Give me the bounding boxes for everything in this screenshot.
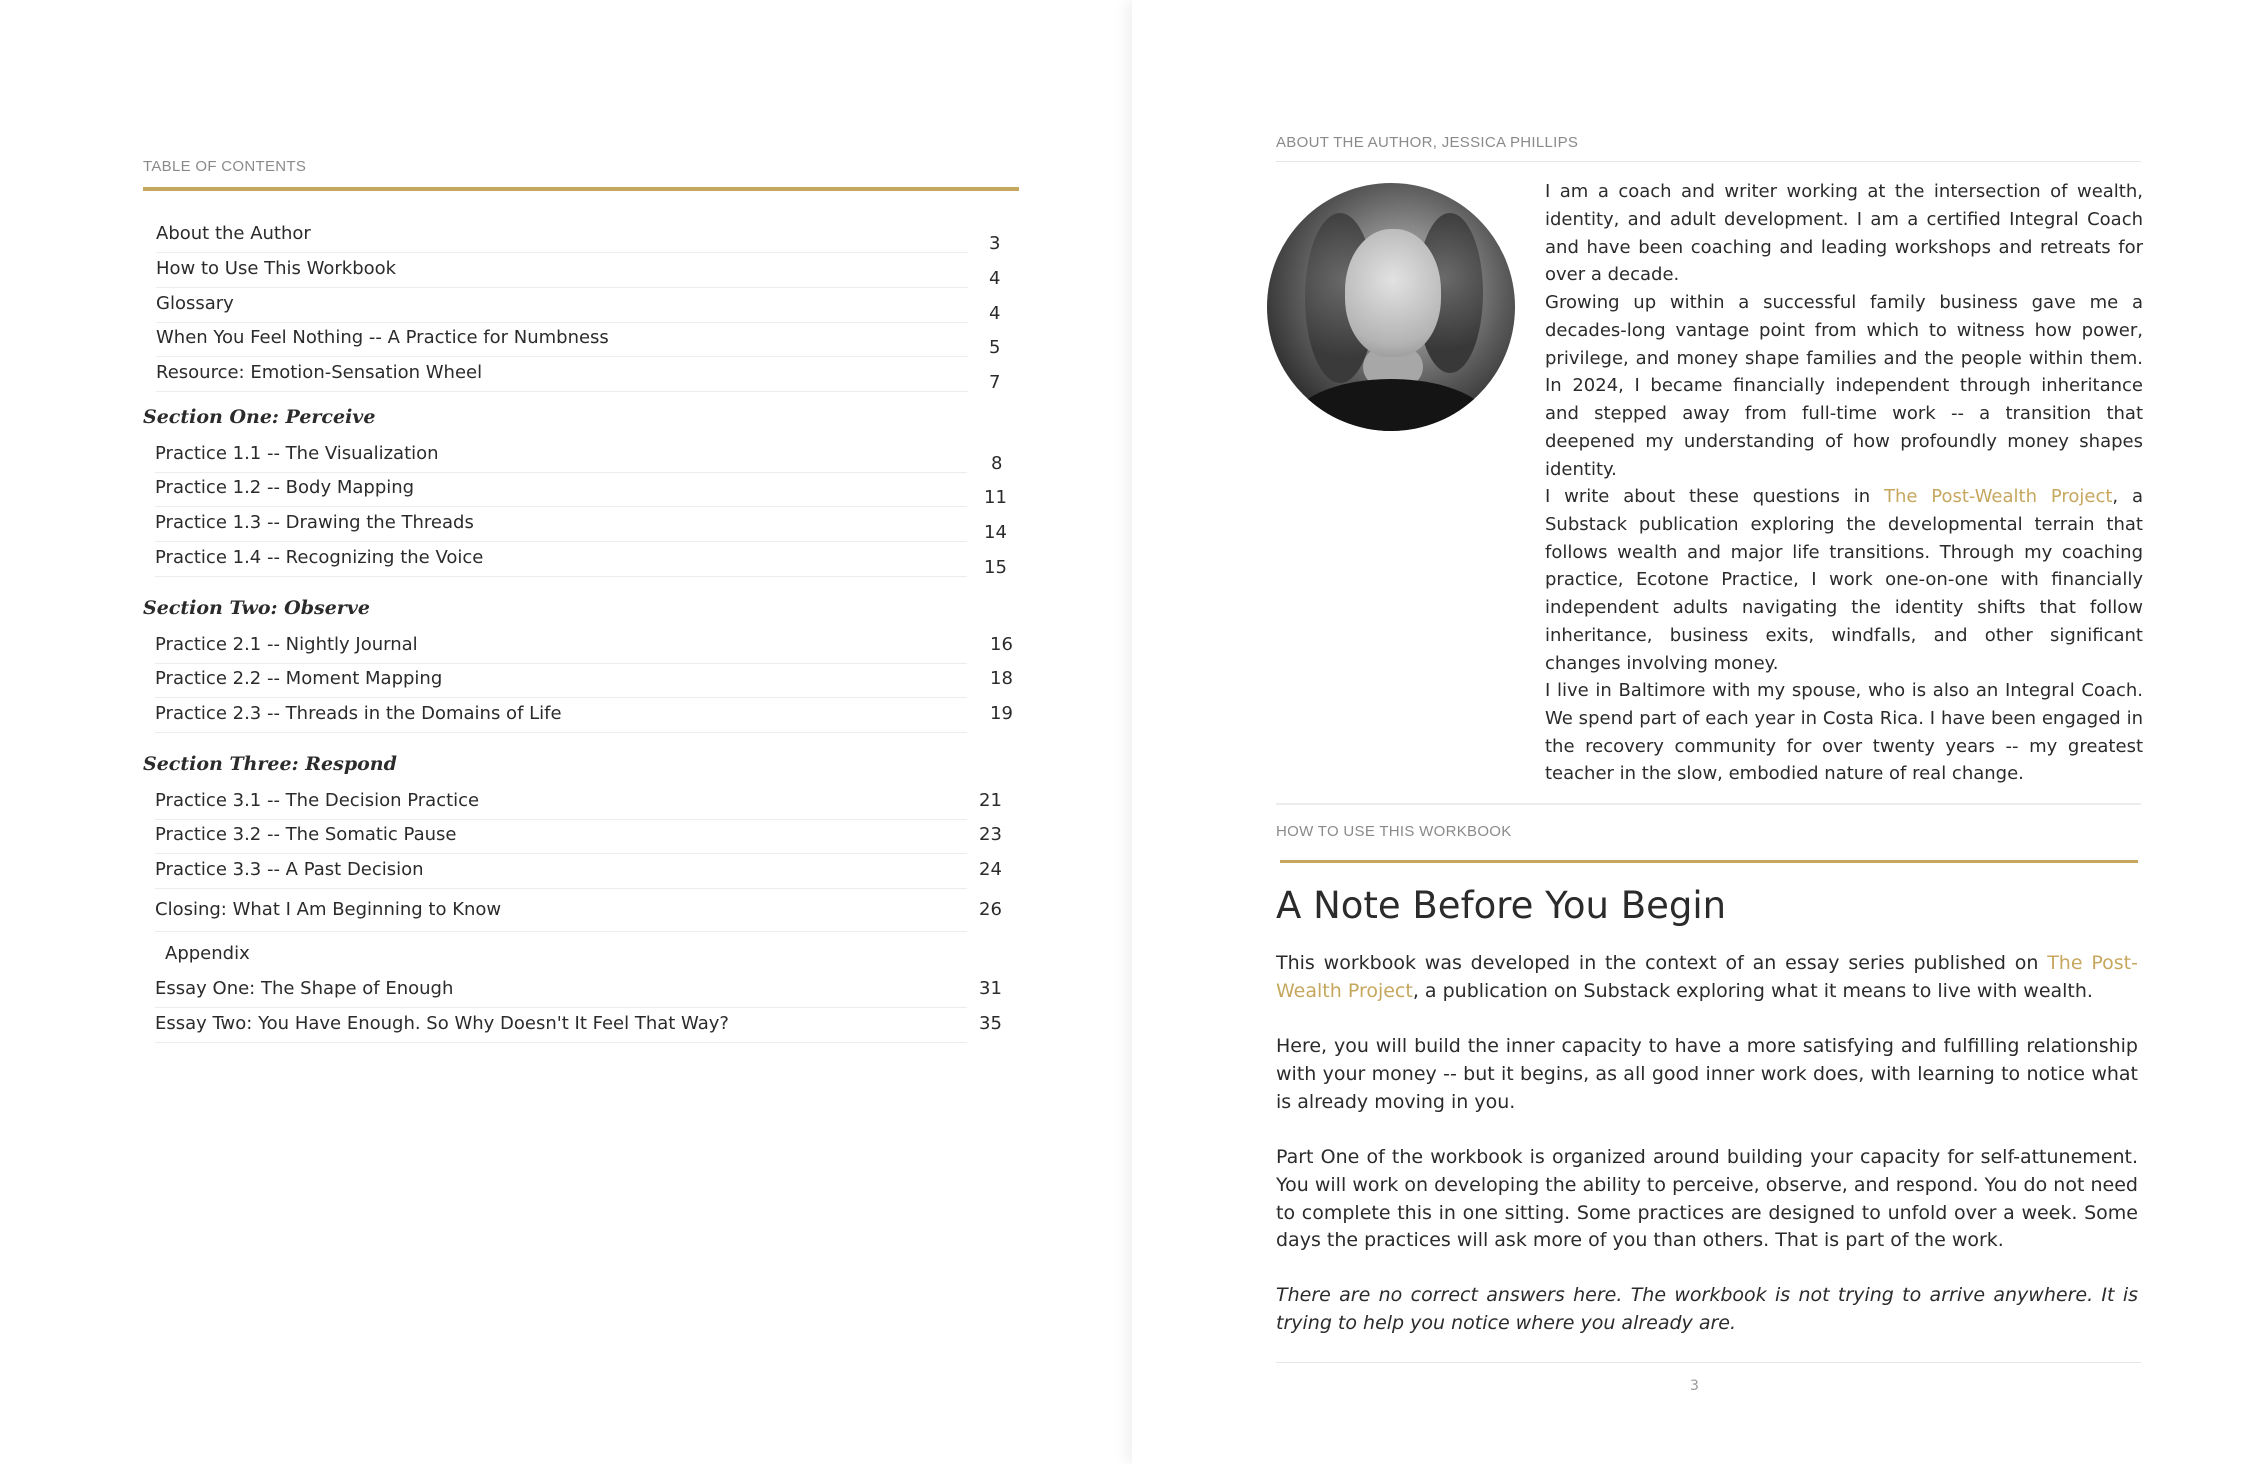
toc-entry-label: How to Use This Workbook [156,258,397,279]
toc-entry-page: 16 [990,634,1013,655]
toc-entry-label: Essay Two: You Have Enough. So Why Doesn't It Feel That Way? [155,1013,729,1034]
toc-entry-closing[interactable] [143,899,1019,933]
toc-entry-practice-2-2[interactable] [143,668,1019,702]
toc-entry-label: Practice 1.1 -- The Visualization [155,443,439,464]
toc-appendix-title: Appendix [165,943,250,964]
toc-section-one-title: Section One: Perceive [143,406,376,428]
toc-entry-practice-3-2[interactable] [143,824,1019,858]
toc-entry-essay-two[interactable] [143,1013,1019,1047]
toc-title: TABLE OF CONTENTS [143,158,307,175]
toc-entry-practice-3-1[interactable] [143,790,1019,824]
toc-entry-glossary[interactable] [143,293,1019,327]
toc-entry-how-to-use[interactable] [143,258,1019,292]
toc-entry-label: Practice 3.2 -- The Somatic Pause [155,824,457,845]
toc-entry-emotion-wheel[interactable] [143,362,1019,396]
toc-entry-essay-one[interactable] [143,978,1019,1012]
toc-entry-label: Closing: What I Am Beginning to Know [155,899,502,920]
note-paragraph-3: Part One of the workbook is organized around building your capacity for self-attunement. You will work on developing the ability to perceive, observe, and respond. You do not need to complete this in one sitting. Some practices are designed to unfold over a week. Some days the practices will ask more of you than others. That is part of the work. [1276,1146,2138,1252]
toc-entry-practice-1-2[interactable] [143,477,1019,511]
bio-paragraph-3: I write about these questions in The Post-Wealth Project, a Substack publication exploring the developmental terrain that follows wealth and major life transitions. Through my coaching practice, Ecotone Practice, I work one-on-one with financially independent adults navigating the identity shifts that follow inheritance, business exits, windfalls, and other significant changes involving money. [1545,486,2143,674]
toc-entry-page: 21 [979,790,1002,811]
toc-entry-page: 15 [984,557,1007,578]
toc-entry-page: 5 [989,337,1001,358]
author-portrait [1267,183,1515,431]
toc-entry-label: Practice 3.1 -- The Decision Practice [155,790,480,811]
bio-paragraph-4: I live in Baltimore with my spouse, who is also an Integral Coach. We spend part of each year in Costa Rica. I have been engaged in the recovery community for over twenty years -- my greatest teacher in the slow, embodied nature of real change. [1545,680,2143,785]
toc-entry-label: Practice 3.3 -- A Past Decision [155,859,424,880]
toc-entry-rule [155,472,967,473]
toc-entry-page: 35 [979,1013,1002,1034]
toc-entry-numbness[interactable] [143,327,1019,361]
toc-entry-page: 31 [979,978,1002,999]
toc-entry-label: Practice 2.3 -- Threads in the Domains of Life [155,703,562,724]
toc-entry-rule [155,663,967,664]
toc-entry-page: 4 [989,303,1001,324]
toc-entry-practice-3-3[interactable] [143,859,1019,893]
toc-divider [143,187,1019,191]
toc-entry-label: Practice 1.4 -- Recognizing the Voice [155,547,484,568]
note-title: A Note Before You Begin [1276,884,1727,927]
toc-entry-label: Essay One: The Shape of Enough [155,978,454,999]
toc-entry-rule [155,1042,967,1043]
note-paragraph-4: There are no correct answers here. The workbook is not trying to arrive anywhere. It is trying to help you notice where you already are. [1276,1284,2138,1334]
toc-entry-page: 14 [984,522,1007,543]
toc-entry-label: When You Feel Nothing -- A Practice for Numbness [156,327,609,348]
table-of-contents [143,158,1019,1034]
toc-entry-practice-1-1[interactable] [143,443,1019,477]
toc-entry-rule [155,819,967,820]
toc-entry-rule [155,576,967,577]
howto-divider [1280,860,2138,863]
note-paragraph-2: Here, you will build the inner capacity to have a more satisfying and fulfilling relationship with your money -- but it begins, as all good inner work does, with learning to notice what is already moving in you. [1276,1035,2138,1113]
toc-entry-page: 8 [991,453,1003,474]
toc-entry-label: Resource: Emotion-Sensation Wheel [156,362,483,383]
footer-divider [1276,1362,2141,1363]
toc-entry-practice-2-1[interactable] [143,634,1019,668]
toc-entry-page: 3 [989,233,1001,254]
toc-entry-rule [155,931,967,932]
toc-section-two-title: Section Two: Observe [143,597,370,619]
toc-entry-page: 18 [990,668,1013,689]
left-page [0,0,1132,1464]
about-author-heading: ABOUT THE AUTHOR, JESSICA PHILLIPS [1276,134,1579,151]
toc-entry-rule [156,252,968,253]
toc-entry-rule [155,853,967,854]
toc-entry-page: 4 [989,268,1001,289]
toc-entry-page: 7 [989,372,1001,393]
toc-entry-label: Glossary [156,293,234,314]
section-divider [1276,803,2141,805]
toc-entry-label: Practice 2.2 -- Moment Mapping [155,668,443,689]
toc-entry-about-the-author[interactable] [143,223,1019,257]
toc-entry-rule [155,506,967,507]
bio-paragraph-1: I am a coach and writer working at the intersection of wealth, identity, and adult development. I am a certified Integral Coach and have been coaching and leading workshops and retreats for over a decade. [1545,181,2143,286]
toc-entry-rule [155,1007,967,1008]
toc-entry-rule [155,732,967,733]
post-wealth-project-link[interactable]: The Post-Wealth Project [1883,486,2113,507]
toc-entry-label: Practice 1.3 -- Drawing the Threads [155,512,474,533]
toc-section-three-title: Section Three: Respond [143,753,397,775]
toc-entry-practice-2-3[interactable] [143,703,1019,737]
toc-entry-page: 24 [979,859,1002,880]
note-paragraph-1: This workbook was developed in the context of an essay series published on The Post-Wealth Project, a publication on Substack exploring what it means to live with wealth. [1276,952,2138,1002]
toc-entry-page: 11 [984,487,1007,508]
toc-entry-rule [155,697,967,698]
toc-entry-page: 19 [990,703,1013,724]
toc-entry-label: About the Author [156,223,311,244]
toc-entry-practice-1-4[interactable] [143,547,1019,581]
howto-heading: HOW TO USE THIS WORKBOOK [1276,823,1512,840]
toc-entry-rule [156,287,968,288]
toc-entry-rule [156,322,968,323]
toc-entry-label: Practice 1.2 -- Body Mapping [155,477,415,498]
toc-entry-page: 23 [979,824,1002,845]
toc-entry-rule [155,541,967,542]
toc-entry-practice-1-3[interactable] [143,512,1019,546]
toc-entry-rule [155,888,967,889]
page-number: 3 [1690,1378,1699,1394]
toc-entry-label: Practice 2.1 -- Nightly Journal [155,634,418,655]
bio-paragraph-2: Growing up within a successful family business gave me a decades-long vantage point from which to witness how power, privilege, and money shape families and the people within them. In 2024, I became financially independent through inheritance and stepped away from full-time work -- a transition that deepened my understanding of how profoundly money shapes identity. [1545,292,2143,480]
post-wealth-project-link[interactable]: The Post-Wealth Project [1276,952,2138,1002]
toc-appendix-heading [143,943,1019,977]
toc-entry-rule [156,391,968,392]
toc-entry-rule [156,356,968,357]
about-divider [1276,161,2141,162]
toc-entry-page: 26 [979,899,1002,920]
